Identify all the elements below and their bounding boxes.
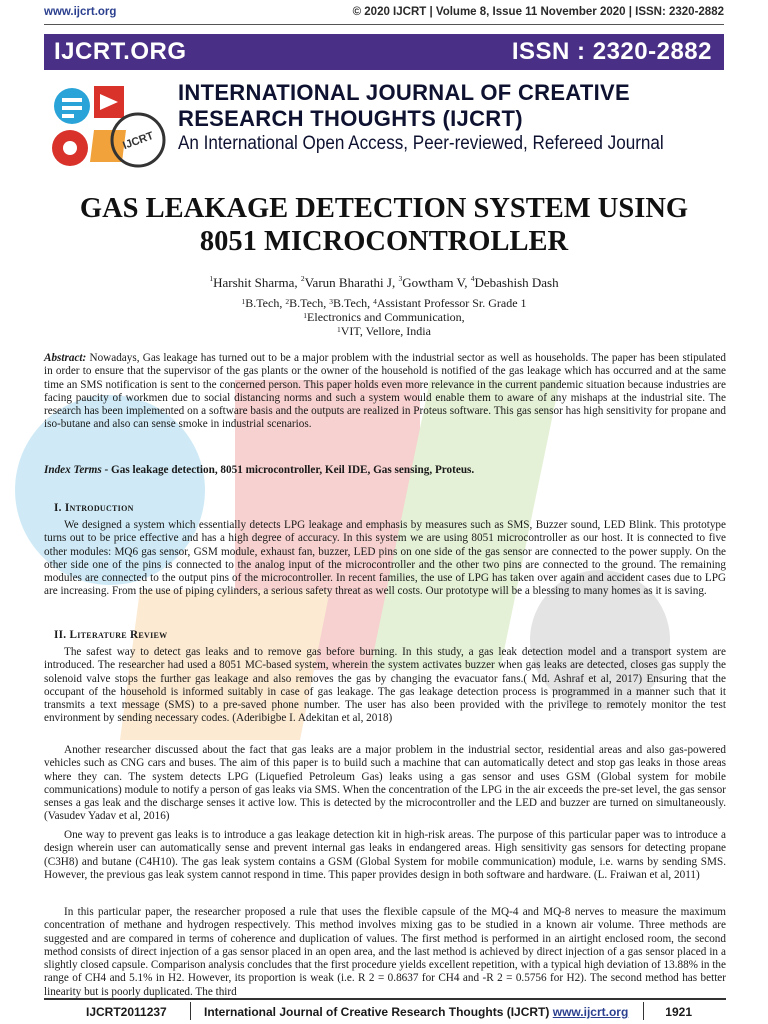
institution-text: VIT, Vellore, India	[340, 324, 431, 338]
author-roles	[0, 296, 768, 310]
paper-title-line1: GAS LEAKAGE DETECTION SYSTEM USING	[79, 193, 689, 224]
journal-title-line2: RESEARCH THOUGHTS (IJCRT)	[178, 106, 523, 131]
journal-banner	[44, 34, 724, 70]
author-sup: 4	[470, 274, 475, 283]
banner-org: IJCRT.ORG	[54, 38, 187, 65]
journal-subtitle: An International Open Access, Peer-reviewed, Refereed Journal	[178, 133, 664, 154]
footer-journal-name: International Journal of Creative Research Thoughts (IJCRT)	[204, 1005, 553, 1019]
footer-journal	[204, 1005, 628, 1019]
site-url[interactable]: www.ijcrt.org	[44, 6, 117, 18]
role-text: B.Tech,	[289, 296, 330, 310]
role-text: Assistant Professor Sr. Grade 1	[376, 296, 527, 310]
meta-divider	[44, 24, 724, 25]
index-terms	[44, 464, 726, 477]
author-sup: 3	[398, 274, 403, 283]
author-name: Varun Bharathi J,	[304, 275, 399, 290]
paper-id: IJCRT2011237	[86, 1005, 167, 1019]
meta-line	[44, 6, 724, 22]
abstract-text: Nowadays, Gas leakage has turned out to be a major problem with the industrial sector as well as households. The paper has been stipulated in order to ensure that the supervisor of the gas plants or the owner of the household is notified of the gas leakage which has occurred and at the same time an SMS notification is sent to the concerned person. This paper holds even more relevance in the current pandemic situation because industries are facing paucity of workmen due to social distancing norms and such a system would enable them to aware of any mishaps at the industrial site. The research has been implemented on a software basis and the outputs are realized in Proteus software. This gas sensor has high sensitivity for propane and iso-butane and also can sense smoke in industrial scenarios.	[44, 352, 726, 431]
role-sup: 1	[241, 297, 246, 306]
role-text: B.Tech,	[333, 296, 374, 310]
literature-paragraph-4: In this particular paper, the researcher proposed a rule that uses the flexible capsule of the MQ-4 and MQ-8 nerves to measure the maximum concentration of methane and hydrogen respectively. This method involves mixing gas to be studied in a known air volume. Three methods are suggested and are compared in terms of coherence and duplication of values. The first method is performed in an airtight enclosed room, the second method consists of direct injection of a gas sensor placed in an open area, and the last method is achieved by direct injection of a gas sensor placed in a slightly closed capsule. Comparison analysis concludes that the first procedure yields excellent repetition, with a typical high deviation of 13.88% in the range of CH4 and 5.1% in H2. However, its proportion is weak (i.e. R 2 = 0.8637 for CH4 and -R 2 = 0.5756 for H2). The second method has better linearity but is poorly duplicated. The third	[44, 906, 726, 998]
department-sup: 1	[303, 311, 308, 320]
author-name: Gowtham V,	[402, 275, 471, 290]
index-terms-text: - Gas leakage detection, 8051 microcontroller, Keil IDE, Gas sensing, Proteus.	[101, 464, 475, 476]
author-sup: 1	[209, 274, 214, 283]
department	[0, 310, 768, 324]
literature-paragraph-3: One way to prevent gas leaks is to introduce a gas leakage detection kit in high-risk areas. The purpose of this particular paper was to introduce a design wherein user can automatically sense and prevent internal gas leaks in endangered areas. High sensitivity gas sensors for detecting propane (C3H8) and butane (C4H10). The gas leak system contains a GSM (Global System for mobile communication) module, i.e. warns by sending SMS. However, the previous gas leak system cannot respond in time. This paper provides design in both software and hardware. (L. Fraiwan et al, 2011)	[44, 829, 726, 881]
literature-paragraph-2: Another researcher discussed about the fact that gas leaks are a major problem in the industrial sector, residential areas and also gas-powered vehicles such as CNG cars and buses. The aim of this paper is to build such a machine that can automatically detect and stop gas leaks in those areas where they can. The system detects LPG (Liquefied Petroleum Gas) leaks using a gas sensor and uses GSM (Global system for mobile communications) module to notify a person of gas leaks via SMS. When the concentration of the LPG in the air exceeds the pre-set level, the gas sensor senses a gas leak and the discharge senses it active low. This is detected by the microcontroller and the LED and buzzer are turned on simultaneously. (Vasudev Yadav et al, 2016)	[44, 744, 726, 823]
ijcrt-logo	[46, 78, 174, 178]
section-heading-introduction: I. Introduction	[54, 502, 134, 514]
abstract-label: Abstract:	[44, 352, 87, 364]
paper-title	[30, 192, 738, 258]
journal-title	[178, 80, 630, 132]
author-name: Debashish Dash	[474, 275, 559, 290]
footer-url[interactable]: www.ijcrt.org	[552, 1005, 629, 1019]
footer-divider	[643, 1002, 644, 1020]
author-sup: 2	[300, 274, 305, 283]
institution-sup: 1	[337, 325, 341, 334]
role-text: B.Tech,	[245, 296, 286, 310]
literature-paragraph-1: The safest way to detect gas leaks and to remove gas before burning. In this study, a gas leak detection model and a transport system are introduced. The researcher had used a 8051 MC-based system, wherein the system activates buzzer when gas leaks are detected, closes gas supply the solenoid valve stops the further gas leakage and also removes the gas by changing the evacuator fans.( Md. Ashraf et al, 2017) Ensuring that the occupant of the household is informed suitably in case of gas leakage. The gas leakage detection process is programmed in a manner such that it transmits a text message (SMS) to a pre-saved phone number. The user has also been provided with the privilege to remotely monitor the test environment by sending necessary codes. (Aderibigbe I. Adekitan et al, 2018)	[44, 646, 726, 725]
author-list	[0, 275, 768, 291]
role-sup: 4	[373, 297, 377, 306]
author-name: Harshit Sharma,	[213, 275, 301, 290]
banner-issn: ISSN : 2320-2882	[511, 38, 712, 65]
introduction-paragraph: We designed a system which essentially detects LPG leakage and emphasis by measures such as SMS, Buzzer sound, LED Blink. This prototype turns out to be price effective and has a high degree of accuracy. In this system we are using 8051 microcontroller as our host. It is connected to five other modules: MQ6 gas sensor, GSM module, exhaust fan, buzzer, LED pins on one side of the gas sensor are connected to the power supply. On the other side one of the pins is connected to the analog input of the microcontroller and the other two pins are connected to the ground. The remaining modules are connected to the output pins of the microcontroller. In recent families, the use of LPG has taken over again and accident cases due to LPG are increasing. From the use of piping cylinders, a serious safety threat as well costs. Our prototype will be a blessing to many homes as it is saving.	[44, 519, 726, 598]
role-sup: 3	[329, 297, 333, 306]
issue-info: © 2020 IJCRT | Volume 8, Issue 11 November 2020 | ISSN: 2320-2882	[352, 6, 724, 18]
page-number: 1921	[665, 1005, 692, 1019]
institution	[0, 324, 768, 338]
section-heading-literature-review: II. Literature Review	[54, 629, 168, 641]
department-text: Electronics and Communication,	[307, 310, 465, 324]
role-sup: 2	[285, 297, 290, 306]
paper-title-line2: 8051 MICROCONTROLLER	[199, 226, 569, 257]
logo-text	[121, 130, 155, 152]
index-terms-label: Index Terms	[44, 464, 102, 476]
journal-title-line1: INTERNATIONAL JOURNAL OF CREATIVE	[178, 80, 630, 105]
footer-divider	[190, 1002, 191, 1020]
page-footer	[44, 998, 726, 1022]
abstract	[44, 352, 726, 432]
svg-text:IJCRT: IJCRT	[121, 129, 156, 153]
